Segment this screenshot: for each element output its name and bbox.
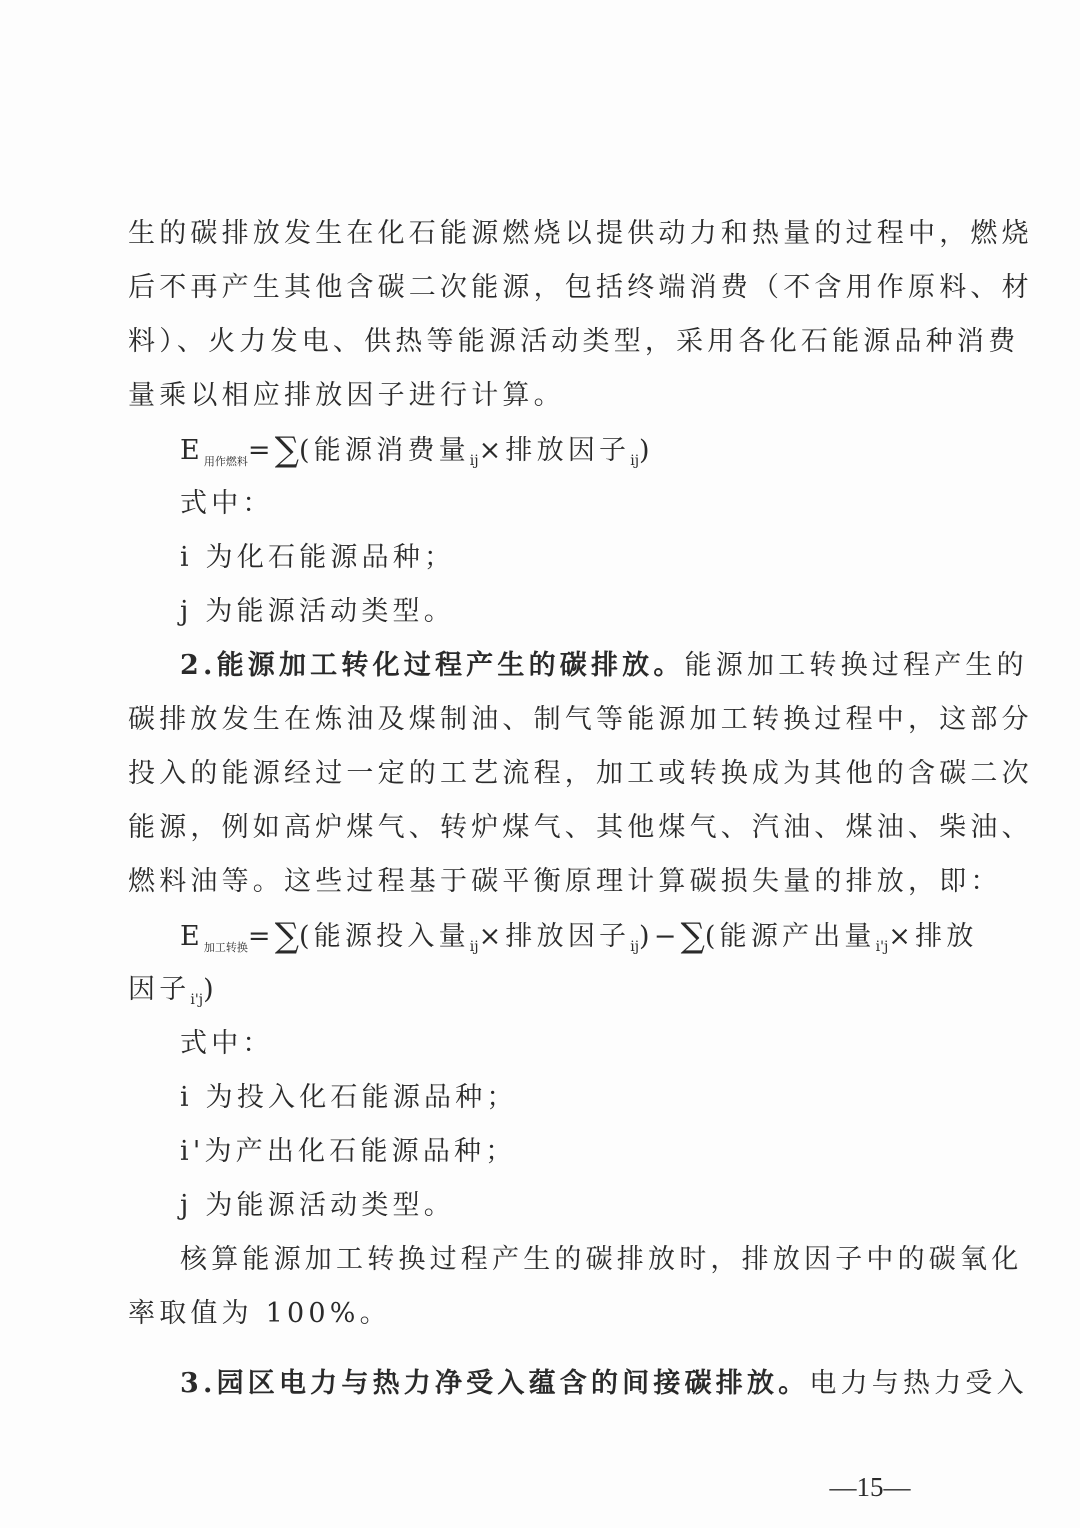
- section-2-heading: 2.能源加工转化过程产生的碳排放。: [180, 650, 685, 681]
- section-2-first-line: 2.能源加工转化过程产生的碳排放。能源加工转换过程产生的: [180, 650, 1028, 681]
- section-3-heading: 3.园区电力与热力净受入蕴含的间接碳排放。: [180, 1368, 810, 1399]
- where-label: 式中：: [180, 1028, 274, 1059]
- variable-definition: i 为投入化石能源品种；: [180, 1082, 518, 1113]
- formula-processing-cont: 因子$_{i'j}$): [128, 974, 218, 1008]
- variable-definition: i'为产出化石能源品种；: [180, 1136, 517, 1167]
- formula-processing: $E_{加工转换}=\sum$(能源投入量$_{ij}$×排放因子$_{ij}$)−∑(能源产出量$_{i'j}$×排放: [180, 916, 978, 956]
- variable-definition: j 为能源活动类型。: [180, 596, 455, 627]
- paragraph-line: 量乘以相应排放因子进行计算。: [128, 380, 565, 411]
- paragraph-line: 投入的能源经过一定的工艺流程，加工或转换成为其他的含碳二次: [128, 758, 1033, 789]
- section-3-first-line: 3.园区电力与热力净受入蕴含的间接碳排放。电力与热力受入: [180, 1368, 1028, 1399]
- variable-definition: i 为化石能源品种；: [180, 542, 456, 573]
- sigma-symbol: ∑: [680, 916, 705, 956]
- where-label: 式中：: [180, 488, 274, 519]
- paragraph-line: 率取值为 100%。: [128, 1298, 391, 1329]
- paragraph-line: 碳排放发生在炼油及煤制油、制气等能源加工转换过程中，这部分: [128, 704, 1033, 735]
- sigma-symbol: ∑: [274, 916, 300, 956]
- paragraph-line: 后不再产生其他含碳二次能源，包括终端消费（不含用作原料、材: [128, 272, 1033, 303]
- paragraph-line: 生的碳排放发生在化石能源燃烧以提供动力和热量的过程中，燃烧: [128, 218, 1033, 249]
- paragraph-line: 核算能源加工转换过程产生的碳排放时，排放因子中的碳氧化: [180, 1244, 1023, 1275]
- formula-fuel-use: $E_{用作燃料}=\sum$(能源消费量$_{ij}$×排放因子$_{ij}$): [180, 430, 654, 470]
- paragraph-line: 能源，例如高炉煤气、转炉煤气、其他煤气、汽油、煤油、柴油、: [128, 812, 1033, 843]
- variable-definition: j 为能源活动类型。: [180, 1190, 455, 1221]
- paragraph-line: 燃料油等。这些过程基于碳平衡原理计算碳损失量的排放，即：: [128, 866, 1002, 897]
- page-number: —15—: [829, 1472, 911, 1502]
- paragraph-line: 料）、火力发电、供热等能源活动类型，采用各化石能源品种消费: [128, 326, 1020, 357]
- sigma-symbol: ∑: [274, 430, 300, 470]
